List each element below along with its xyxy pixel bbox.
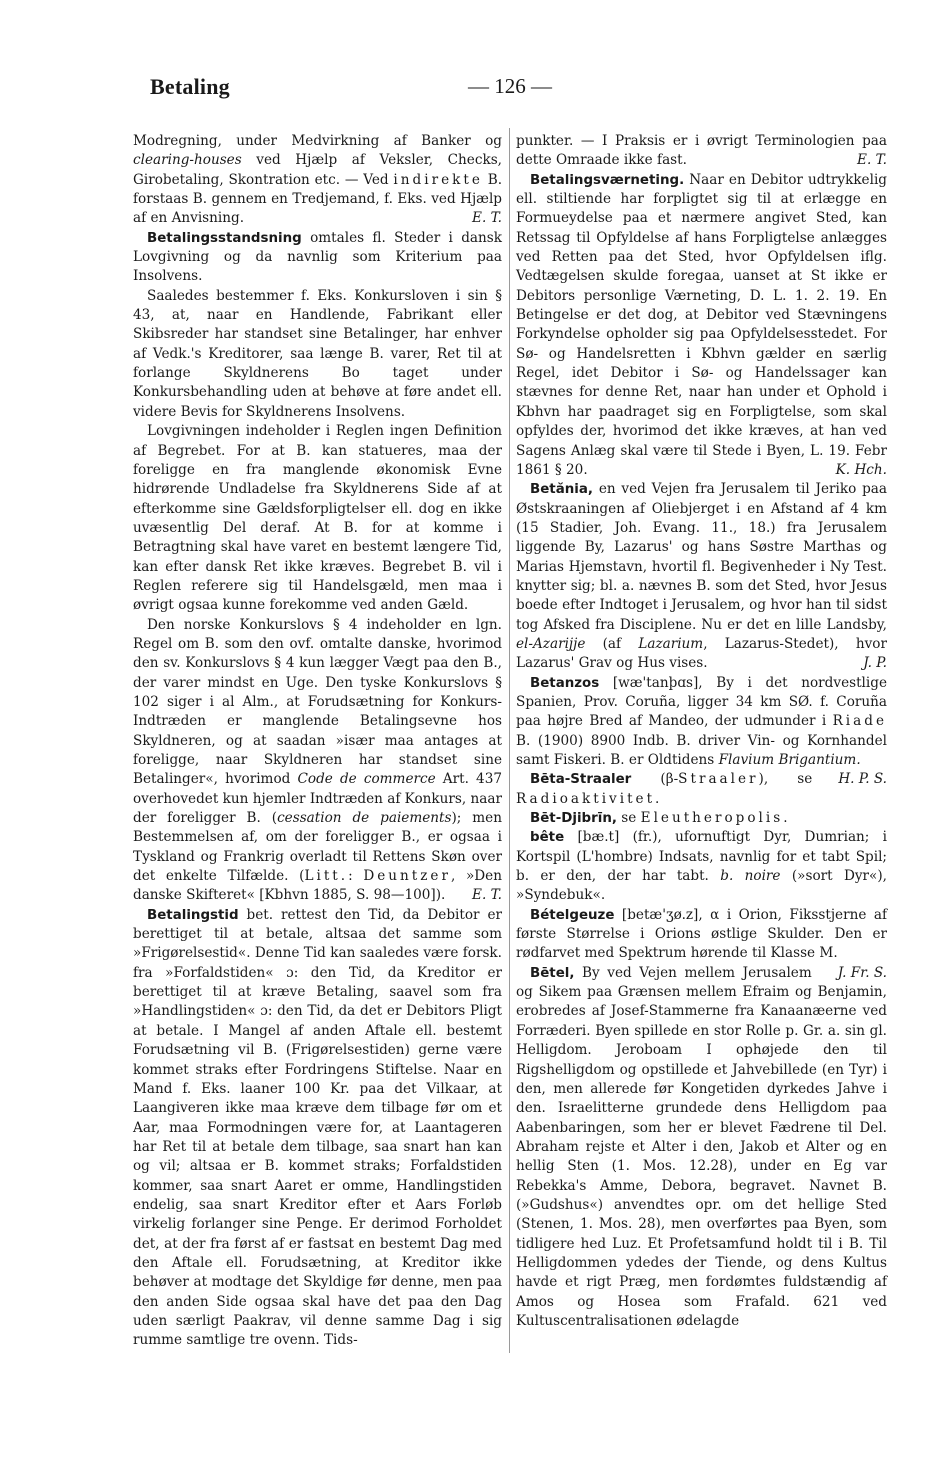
column-divider <box>509 128 510 1353</box>
entry-headword: Betanzos <box>530 675 600 691</box>
entry-headword: Bētel, <box>530 965 575 981</box>
author-signature: E. T. <box>472 210 502 227</box>
entry-betania: Betănia, en ved Vejen fra Jerusalem til Jeriko paa Østskraaningen af Oliebjerget i en Afstand af 4 km (15 Stadier, Joh. Evang. 11., 18.) fra Jerusalem liggende By, Lazarus' og hans Søstre Marthas og Marias Hjemstavn, hvortil fl. Begivenheder i Ny Test. knytter sig; bl. a. nævnes B. som det Sted, hvor Jesus boede efter Indtoget i Jerusalem, og hvor han til sidst tog Afsked fra Disciplene. Nu er det en lille Landsby, el-Azarijje (af Lazarium, Lazarus-Stedet), hvor Lazarus' Grav og Hus vises. J. P. <box>516 480 887 673</box>
entry-betalingsvaerneting: Betalingsværneting. Naar en Debitor udtrykkelig ell. stiltiende har forpligtet sig til at erlægge en Formueydelse paa et nærmere angivet Sted, kan Retssag til Opfyldelse af hans Forpligtelse anlægges ved Retten paa det Sted, hvor Opfyldelsen iflg. Vedtægelsen skulde foregaa, uanset at St ikke er Debitors personlige Værneting, D. L. 1. 2. 19. En Betingelse er det dog, at Debitor ved Stævningens Forkyndelse opholder sig paa Opfyldelsesstedet. For Sø- og Handelsretten i Kbhvn gælder en særlig Regel, idet Debitor i Sø- og Handelssager kan stævnes for denne Ret, naar han under et Ophold i Kbhvn har paadraget sig en Forpligtelse, som skal opfyldes der, hvorimod det ikke kræves, at han ved Sagens Anlæg skal være til Stede i Byen, L. 19. Febr 1861 § 20. K. Hch. <box>516 171 887 481</box>
entry-betalingsstandsning: Betalingsstandsning omtales fl. Steder i dansk Lovgivning og da navnlig som Kriterium paa Insolvens. <box>133 229 502 285</box>
entry-betalingstid: Betalingstid bet. rettest den Tid, da Debitor er berettiget til at betale, altsaa det samme som »Frigørelsestid«. Denne Tid kan saaledes være forsk. fra »Forfaldstiden« ɔ: den Tid, da Kreditor er berettiget til at kræve Betaling, saavel som fra »Handlingstiden« ɔ: den Tid, da det er Debitors Pligt at betale. I Mangel af anden Aftale ell. bestemt Forudsætning vil B. (Frigørelsestiden) gerne være kommet straks efter Fordringens Stiftelse. Naar en Mand f. Eks. laaner 100 Kr. paa det Vilkaar, at Laangiveren ikke maa kræve dem tilbage før om et Aar, maa Formodningen være for, at Laantageren har Ret til at betale dem tilbage, saa snart han kan og vil; altsaa er B. kommet straks; Forfaldstiden kommer, saa snart Aaret er omme, Handlingstiden endelig, saa snart Kreditor efter et Aars Forløb virkelig forlanger sine Penge. Er derimod Forholdet det, at der fra først af er fastsat en bestemt Dag med den Aftale ell. Forudsætning, at Kreditor ikke behøver at modtage det Skyldige før denne, men paa den anden Side ogsaa skal have det paa den Dag uden særligt Paakrav, vil denne samme Dag i sig rumme samtlige tre ovenn. Tids- <box>133 906 502 1349</box>
entry-continuation: punkter. — I Praksis er i øvrigt Terminologien paa dette Omraade ikke fast. E. T. <box>516 132 887 171</box>
entry-headword: Bēt-Djibrīn, <box>530 811 617 827</box>
author-signature: E. T. <box>472 887 502 904</box>
running-head: Betaling <box>150 74 230 99</box>
entry-bete: bête [bæ.t] (fr.), ufornuftigt Dyr, Dumrian; i Kortspil (L'hombre) Indsats, navnlig for et tabt Spil; b. er den, der har tabt. b. noire (»sort Dyr«), »Syndebuk«. <box>516 829 888 904</box>
paragraph: Den norske Konkurslovs § 4 indeholder en lgn. Regel om B. som den ovf. omtalte danske, hvorimod den sv. Konkurslovs § 4 kun lægger Vægt paa den B., der varer mindst en Uge. Den tyske Konkurslovs § 102 siger i al Alm., at Forudsætning for Konkurs-Indtræden er manglende Betalingsevne hos Skyldneren, og at saadan »især maa antages at foreligge, naar Skyldneren har standset sine Betalinger«, hvorimod Code de commerce Art. 437 overhovedet kun hjemler Indtræden af Konkurs, naar der foreligger B. (cessation de paiements); men Bestemmelsen af, om der foreligger B., er ogsaa i Tyskland og Frankrig overladt til Rettens Skøn over det enkelte Tilfælde. (Litt.: Deuntzer, »Den danske Skifteret« [Kbhvn 1885, S. 98—100]). E. T. <box>133 616 502 906</box>
author-signature: H. P. S. <box>838 771 887 788</box>
entry-headword: Betalingsværneting. <box>530 172 685 188</box>
entry-beteigeuze: Bételgeuze [betæ'ʒø.z], α i Orion, Fiksstjerne af første Størrelse i Orions østlige Skulder. Den er rødfarvet med Spektrum hørende til Klasse M. J. Fr. S. <box>516 906 887 964</box>
right-column <box>516 132 887 1331</box>
entry-betanzos: Betanzos [wæ'tanþɑs], By i det nordvestlige Spanien, Prov. Coruña, ligger 34 km SØ. f. Coruña paa højre Bred af Mandeo, der udmunder i Riade B. (1900) 8900 Indb. B. driver Vin- og Kornhandel samt Fiskeri. B. er Oldtidens Flavium Brigantium. H. P. S. <box>516 674 887 771</box>
author-signature: J. Fr. S. <box>837 964 887 981</box>
entry-beta-straaler: Bēta-Straaler (β-Straaler), se Radioaktivitet. <box>516 771 813 807</box>
entry-headword: Betănia, <box>530 482 593 498</box>
entry-headword: Betalingstid <box>147 907 239 923</box>
paragraph: Saaledes bestemmer f. Eks. Konkursloven i sin § 43, at, naar en Handlende, Fabrikant eller Skibsreder har standset sine Betalinger, har enhver af Vedk.'s Kreditorer, saa længe B. varer, Ret til at forlange Skyldnerens Bo taget under Konkursbehandling uden at behøve at føre andet ell. videre Bevis for Skyldnerens Insolvens. <box>133 287 502 420</box>
page-number: — 126 — <box>468 74 552 98</box>
left-column <box>133 132 502 1351</box>
entry-headword: Bételgeuze <box>530 907 615 923</box>
entry-headword: bête <box>530 830 565 846</box>
entry-betel: Bētel, By ved Vejen mellem Jerusalem og Sikem paa Grænsen mellem Efraim og Benjamin, erobredes af Josef-Stammerne fra Kanaanæerne ved Forræderi. Byen spillede en stor Rolle p. Gr. a. sin gl. Helligdom. Jeroboam I ophøjede den til Rigshelligdom og opstillede et Jahvebillede (en Tyr) i den, men allerede før Kongetiden dyrkedes Jahve i den. Israelitterne grundede dens Helligdom paa Aabenbaringen, som her er blevet Fædrene til Del. Abraham rejste et Alter i den, Jakob et Alter og en hellig Sten (1. Mos. 12.28), under en Eg var Rebekka's Amme, Debora, begravet. Navnet B. (»Gudshus«) anvendtes opr. om det hellige Sted (Stenen, 1. Mos. 28), men overførtes paa Byen, som tidligere hed Luz. Et Profetsamfund holdt til i B. Til Helligdommen ydedes der Tiende, og dens Kultus havde et rigt Præg, men fordømtes fuldstændig af Amos og Hosea som Frafald. 621 ved Kultuscentralisationen ødelagde <box>516 964 887 1329</box>
paragraph: Lovgivningen indeholder i Reglen ingen Definition af Begrebet. For at B. kan statueres, maa der foreligge en fra manglende økonomisk Evne hidrørende Undladelse fra Skyldnerens Side af at efterkomme sine Gældsforpligtelser ell. dog en ikke uvæsentlig Del deraf. At B. for at komme i Betragtning skal have varet en bestemt længere Tid, kan efter dansk Ret ikke kræves. Begrebet B. vil i Reglen referere sig til Handelsgæld, men maa i øvrigt ogsaa kunne forekomme ved anden Gæld. <box>133 423 502 614</box>
author-signature: K. Hch. <box>835 461 887 478</box>
author-signature: E. T. <box>857 152 887 169</box>
author-signature: J. P. <box>863 655 887 672</box>
entry-bet-djibrin: Bēt-Djibrīn, se Eleutheropolis. <box>530 810 788 827</box>
entry-headword: Betalingsstandsning <box>147 230 302 246</box>
entry-headword: Bēta-Straaler <box>530 772 632 788</box>
entry-continuation: Modregning, under Medvirkning af Banker og clearing-houses ved Hjælp af Veksler, Checks, Girobetaling, Skontration etc. — Ved indirekte B. forstaas B. gennem en Tredjemand, f. Eks. ved Hjælp af en Anvisning. E. T. <box>133 132 502 229</box>
